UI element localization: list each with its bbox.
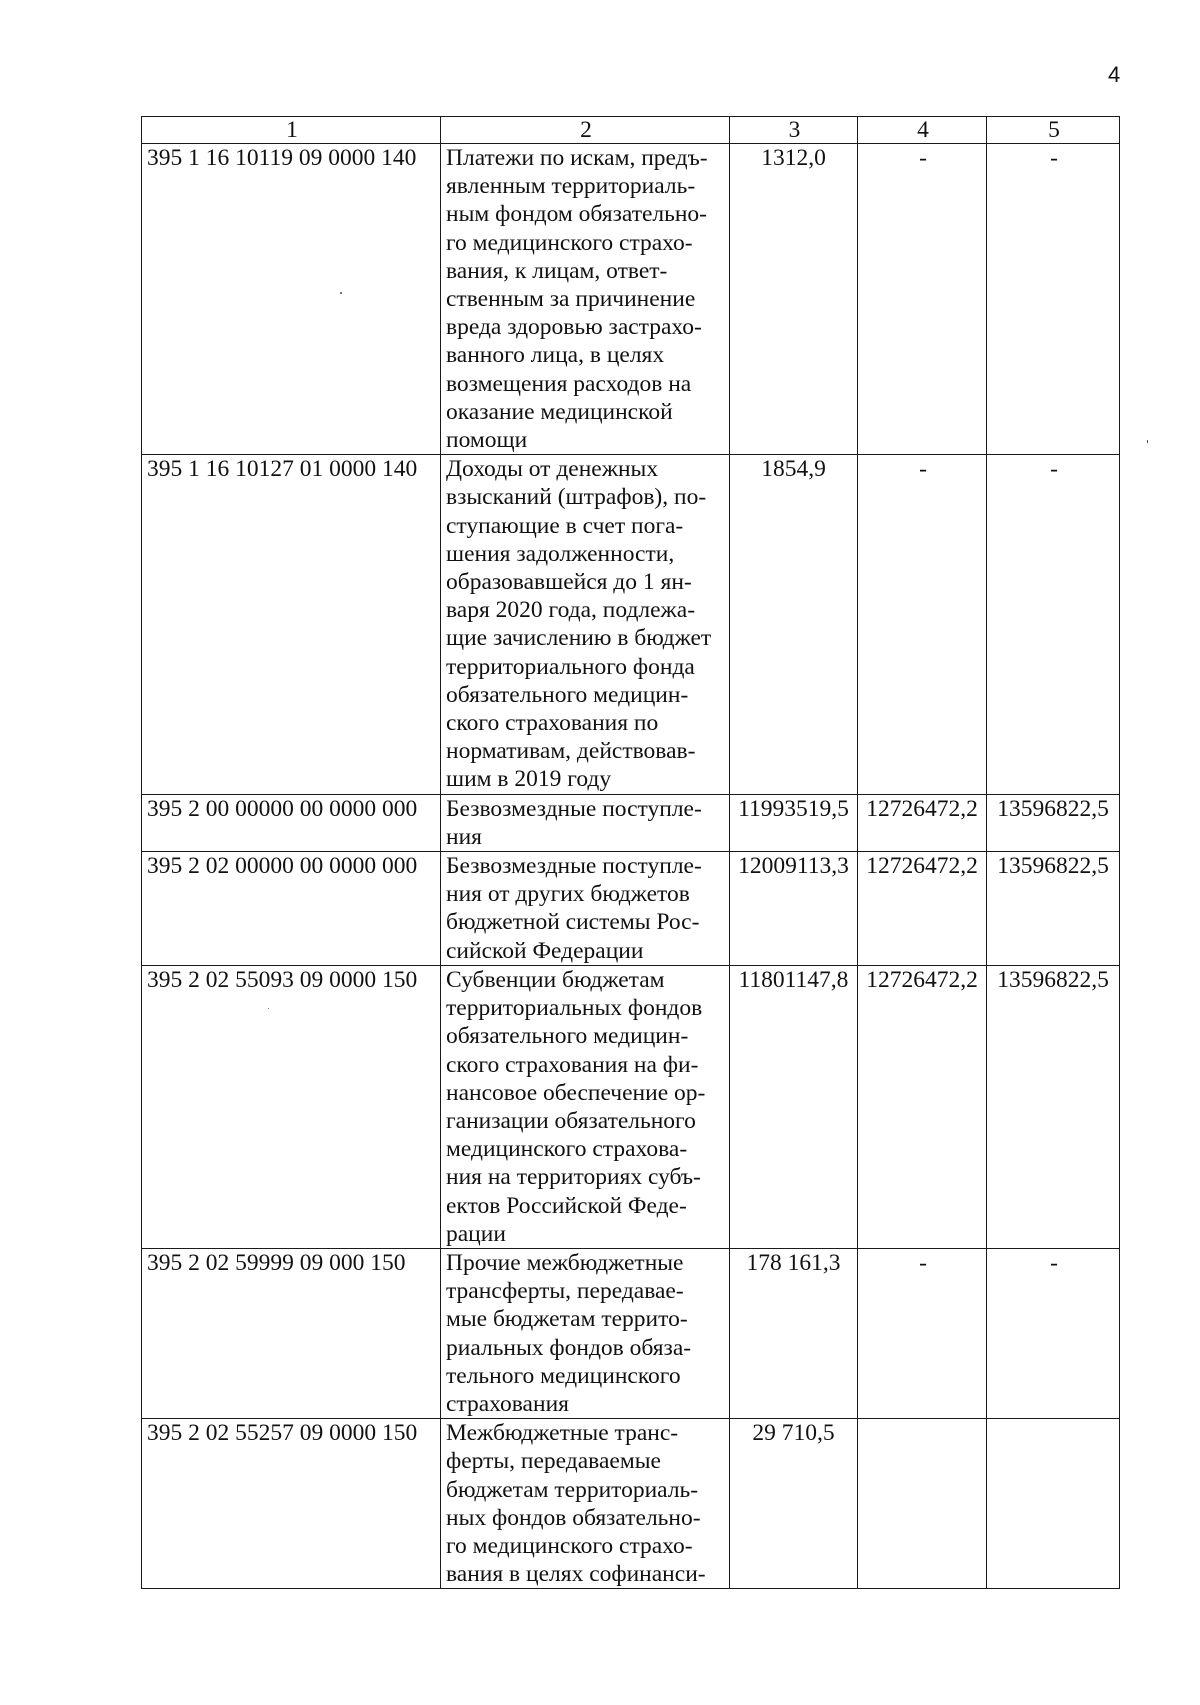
description-line: вреда здоровью застрахо- [446,314,702,341]
amount-cell-col-3: 11801147,8 [730,965,858,1248]
description-line: ского страхования по [446,710,659,737]
amount-cell-col-4: 12726472,2 [858,794,987,851]
description-line: образовавшейся до 1 ян- [446,569,692,596]
description-line: ния от других бюджетов [446,881,690,908]
table-row [142,794,1120,851]
description-cell [441,852,730,966]
description-line: ственным за причинение [446,286,696,313]
description-line: вания, к лицам, ответ- [446,257,668,284]
table-row [142,965,1120,1248]
description-line: нормативам, действовав- [446,738,696,765]
budget-table [141,116,1120,1589]
table-row [142,1419,1120,1589]
scan-speck [268,1008,269,1009]
description-line: щие зачислению в бюджет [446,625,712,652]
description-cell [441,144,730,455]
description-cell [441,794,730,851]
table-body [142,144,1120,1589]
page-number: 4 [1108,62,1121,87]
scan-speck [340,292,342,294]
description-line: ступающие в счет пога- [446,512,684,539]
description-line: ганизации обязательного [446,1107,696,1134]
description-line: го медицинского страхо- [446,1532,693,1559]
table-row [142,144,1120,455]
description-line: Безвозмездные поступле- [446,853,702,880]
description-cell [441,965,730,1248]
amount-cell-col-5: - [987,455,1120,794]
description-line: ферты, передаваемые [446,1448,661,1475]
description-line: территориального фонда [446,653,695,680]
description-line: Доходы от денежных [446,456,659,483]
table-row [142,1248,1120,1418]
header-row [142,117,1120,144]
description-cell [441,455,730,794]
description-line: шения задолженности, [446,540,675,567]
description-line: ния на территориях субъ- [446,1164,701,1191]
table-row [142,852,1120,966]
table-row [142,455,1120,794]
amount-cell-col-5 [987,1419,1120,1589]
description-line: Безвозмездные поступле- [446,795,702,822]
scan-speck [1147,440,1148,443]
description-line: возмещения расходов на [446,370,692,397]
description-line: страхования [446,1390,569,1417]
amount-cell-col-4: 12726472,2 [858,965,987,1248]
description-line: го медицинского страхо- [446,229,693,256]
description-line: ванного лица, в целях [446,342,665,369]
description-line: ектов Российской Феде- [446,1192,687,1219]
amount-cell-col-5: 13596822,5 [987,794,1120,851]
description-line: нансовое обеспечение ор- [446,1079,706,1106]
header-col-4: 4 [858,117,987,144]
amount-cell-col-5: - [987,1248,1120,1418]
description-line: явленным территориаль- [446,173,696,200]
amount-cell-col-4: 12726472,2 [858,852,987,966]
description-line: ния [446,823,482,850]
header-col-2: 2 [441,117,730,144]
amount-cell-col-3: 178 161,3 [730,1248,858,1418]
description-line: Платежи по искам, предъ- [446,145,708,171]
amount-cell-col-4: - [858,1248,987,1418]
description-line: бюджетной системы Рос- [446,909,700,936]
description-line: ского страхования на фи- [446,1051,699,1078]
header-col-5: 5 [987,117,1120,144]
budget-code-cell: 395 2 00 00000 00 0000 000 [142,794,441,851]
description-cell [441,1419,730,1589]
description-line: оказание медицинской [446,398,673,425]
description-line: территориальных фондов [446,995,703,1022]
description-line: бюджетам территориаль- [446,1476,699,1503]
amount-cell-col-4: - [858,144,987,455]
description-line: трансферты, передавае- [446,1278,684,1305]
description-line: рации [446,1220,506,1247]
amount-cell-col-3: 11993519,5 [730,794,858,851]
description-line: варя 2020 года, подлежа- [446,597,696,624]
description-line: сийской Федерации [446,937,644,964]
description-line: мые бюджетам террито- [446,1306,688,1333]
budget-code-cell: 395 2 02 55257 09 0000 150 [142,1419,441,1589]
budget-code-cell: 395 2 02 55093 09 0000 150 [142,965,441,1248]
description-cell [441,1248,730,1418]
amount-cell-col-4 [858,1419,987,1589]
description-line: обязательного медицин- [446,1023,689,1050]
description-line: вания в целях софинанси- [446,1561,706,1588]
description-line: Межбюджетные транс- [446,1420,679,1447]
description-line: взысканий (штрафов), по- [446,484,707,511]
amount-cell-col-5: - [987,144,1120,455]
description-line: ным фондом обязательно- [446,201,708,228]
amount-cell-col-3: 1312,0 [730,144,858,455]
budget-code-cell: 395 1 16 10119 09 0000 140 [142,144,441,455]
description-line: Прочие межбюджетные [446,1249,684,1276]
header-col-1: 1 [142,117,441,144]
description-line: ных фондов обязательно- [446,1504,701,1531]
amount-cell-col-3: 12009113,3 [730,852,858,966]
budget-code-cell: 395 1 16 10127 01 0000 140 [142,455,441,794]
budget-code-cell: 395 2 02 59999 09 000 150 [142,1248,441,1418]
amount-cell-col-5: 13596822,5 [987,965,1120,1248]
description-line: помощи [446,427,528,454]
description-line: медицинского страхова- [446,1136,688,1163]
amount-cell-col-4: - [858,455,987,794]
description-line: Субвенции бюджетам [446,966,665,993]
description-line: риальных фондов обяза- [446,1334,692,1361]
budget-code-cell: 395 2 02 00000 00 0000 000 [142,852,441,966]
amount-cell-col-3: 29 710,5 [730,1419,858,1589]
description-line: шим в 2019 году [446,766,612,793]
description-line: обязательного медицин- [446,681,689,708]
description-line: тельного медицинского [446,1362,681,1389]
amount-cell-col-5: 13596822,5 [987,852,1120,966]
amount-cell-col-3: 1854,9 [730,455,858,794]
header-col-3: 3 [730,117,858,144]
